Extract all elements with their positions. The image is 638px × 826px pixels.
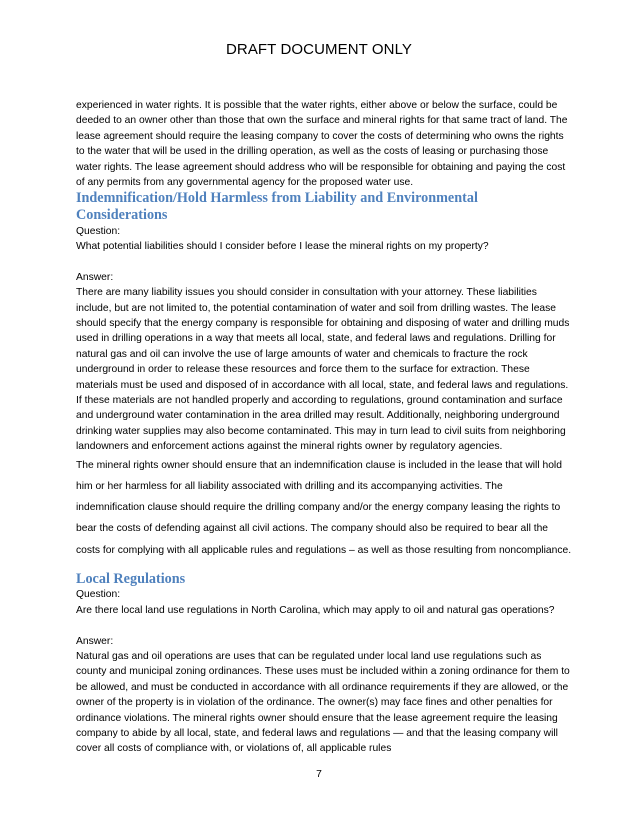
question-label: Question: [76,225,121,237]
section-heading-local-regulations: Local Regulations [76,570,186,587]
answer-label: Answer: [76,271,114,283]
page-header: DRAFT DOCUMENT ONLY [225,41,413,58]
answer-label: Answer: [76,635,114,647]
question-text: What potential liabilities should I consider before I lease the mineral rights on my property? [76,241,489,253]
answer-text: There are many liability issues you should consider in consultation with your attorney. These liabilities include, but are not limited to, the potential contamination of water and soil from drilling wastes. The lease should specify that the energy company is responsible for obtaining and disposing of water and drilling muds used in drilling operations in a way that meets all local, state, and federal laws and regulations. Drilling for natural gas and oil can involve the use of large amounts of water and chemicals to fracture the rock underground in order to release these resources and force them to the surface for extraction. These materials must be used and disposed of in accordance with all local, state, and federal laws and regulations. If these materials are not handled properly and according to regulations, ground contamination and surface and underground water contamination in the area drilled may result. Additionally, neighboring underground drinking water supplies may also become contaminated. This may in turn lead to civil suits from neighboring landowners and enforcement actions against the mineral rights owner by regulatory agencies. [76,287,570,453]
question-label: Question: [76,589,121,601]
answer-text: Natural gas and oil operations are uses that can be regulated under local land use regulations such as county and municipal zoning ordinances. These uses must be included within a zoning ordinance for them to be allowed, and must be conducted in accordance with all ordinance requirements if they are allowed, or the owner of the property is in violation of the ordinance. The owner(s) may face fines and other penalties for ordinance violations. The mineral rights owner should ensure that the lease agreement require the leasing company to abide by all local, state, and federal laws and regulations — and that the leasing company will cover all costs of compliance with, or violations of, all applicable rules [76,650,570,755]
spacer [76,618,572,633]
page-body [76,98,572,757]
intro-paragraph: experienced in water rights. It is possible that the water rights, either above or below the surface, could be deeded to an owner other than those that own the surface and mineral rights for that same tract of land. The lease agreement should require the leasing company to cover the costs of determining who owns the rights to the water that will be used in the drilling operation, as well as the costs of leasing or purchasing those water rights. The lease agreement should address who will be responsible for obtaining and paying the cost of any permits from any governmental agency for the proposed water use. [76,100,568,189]
question-text: Are there local land use regulations in North Carolina, which may apply to oil and natural gas operations? [76,604,555,616]
page-number: 7 [316,769,322,780]
indemnification-paragraph: The mineral rights owner should ensure that an indemnification clause is included in the lease that will hold him or her harmless for all liability associated with drilling and its accompanying activities. The indemnification clause should require the drilling company and/or the energy company leasing the rights to bear the costs of defending against all civil actions. The company should also be required to bear all the costs for complying with all applicable rules and regulations – as well as those resulting from noncompliance. [76,459,572,556]
section-heading-indemnification: Indemnification/Hold Harmless from Liability and Environmental Considerations [76,190,478,224]
spacer [76,254,572,269]
